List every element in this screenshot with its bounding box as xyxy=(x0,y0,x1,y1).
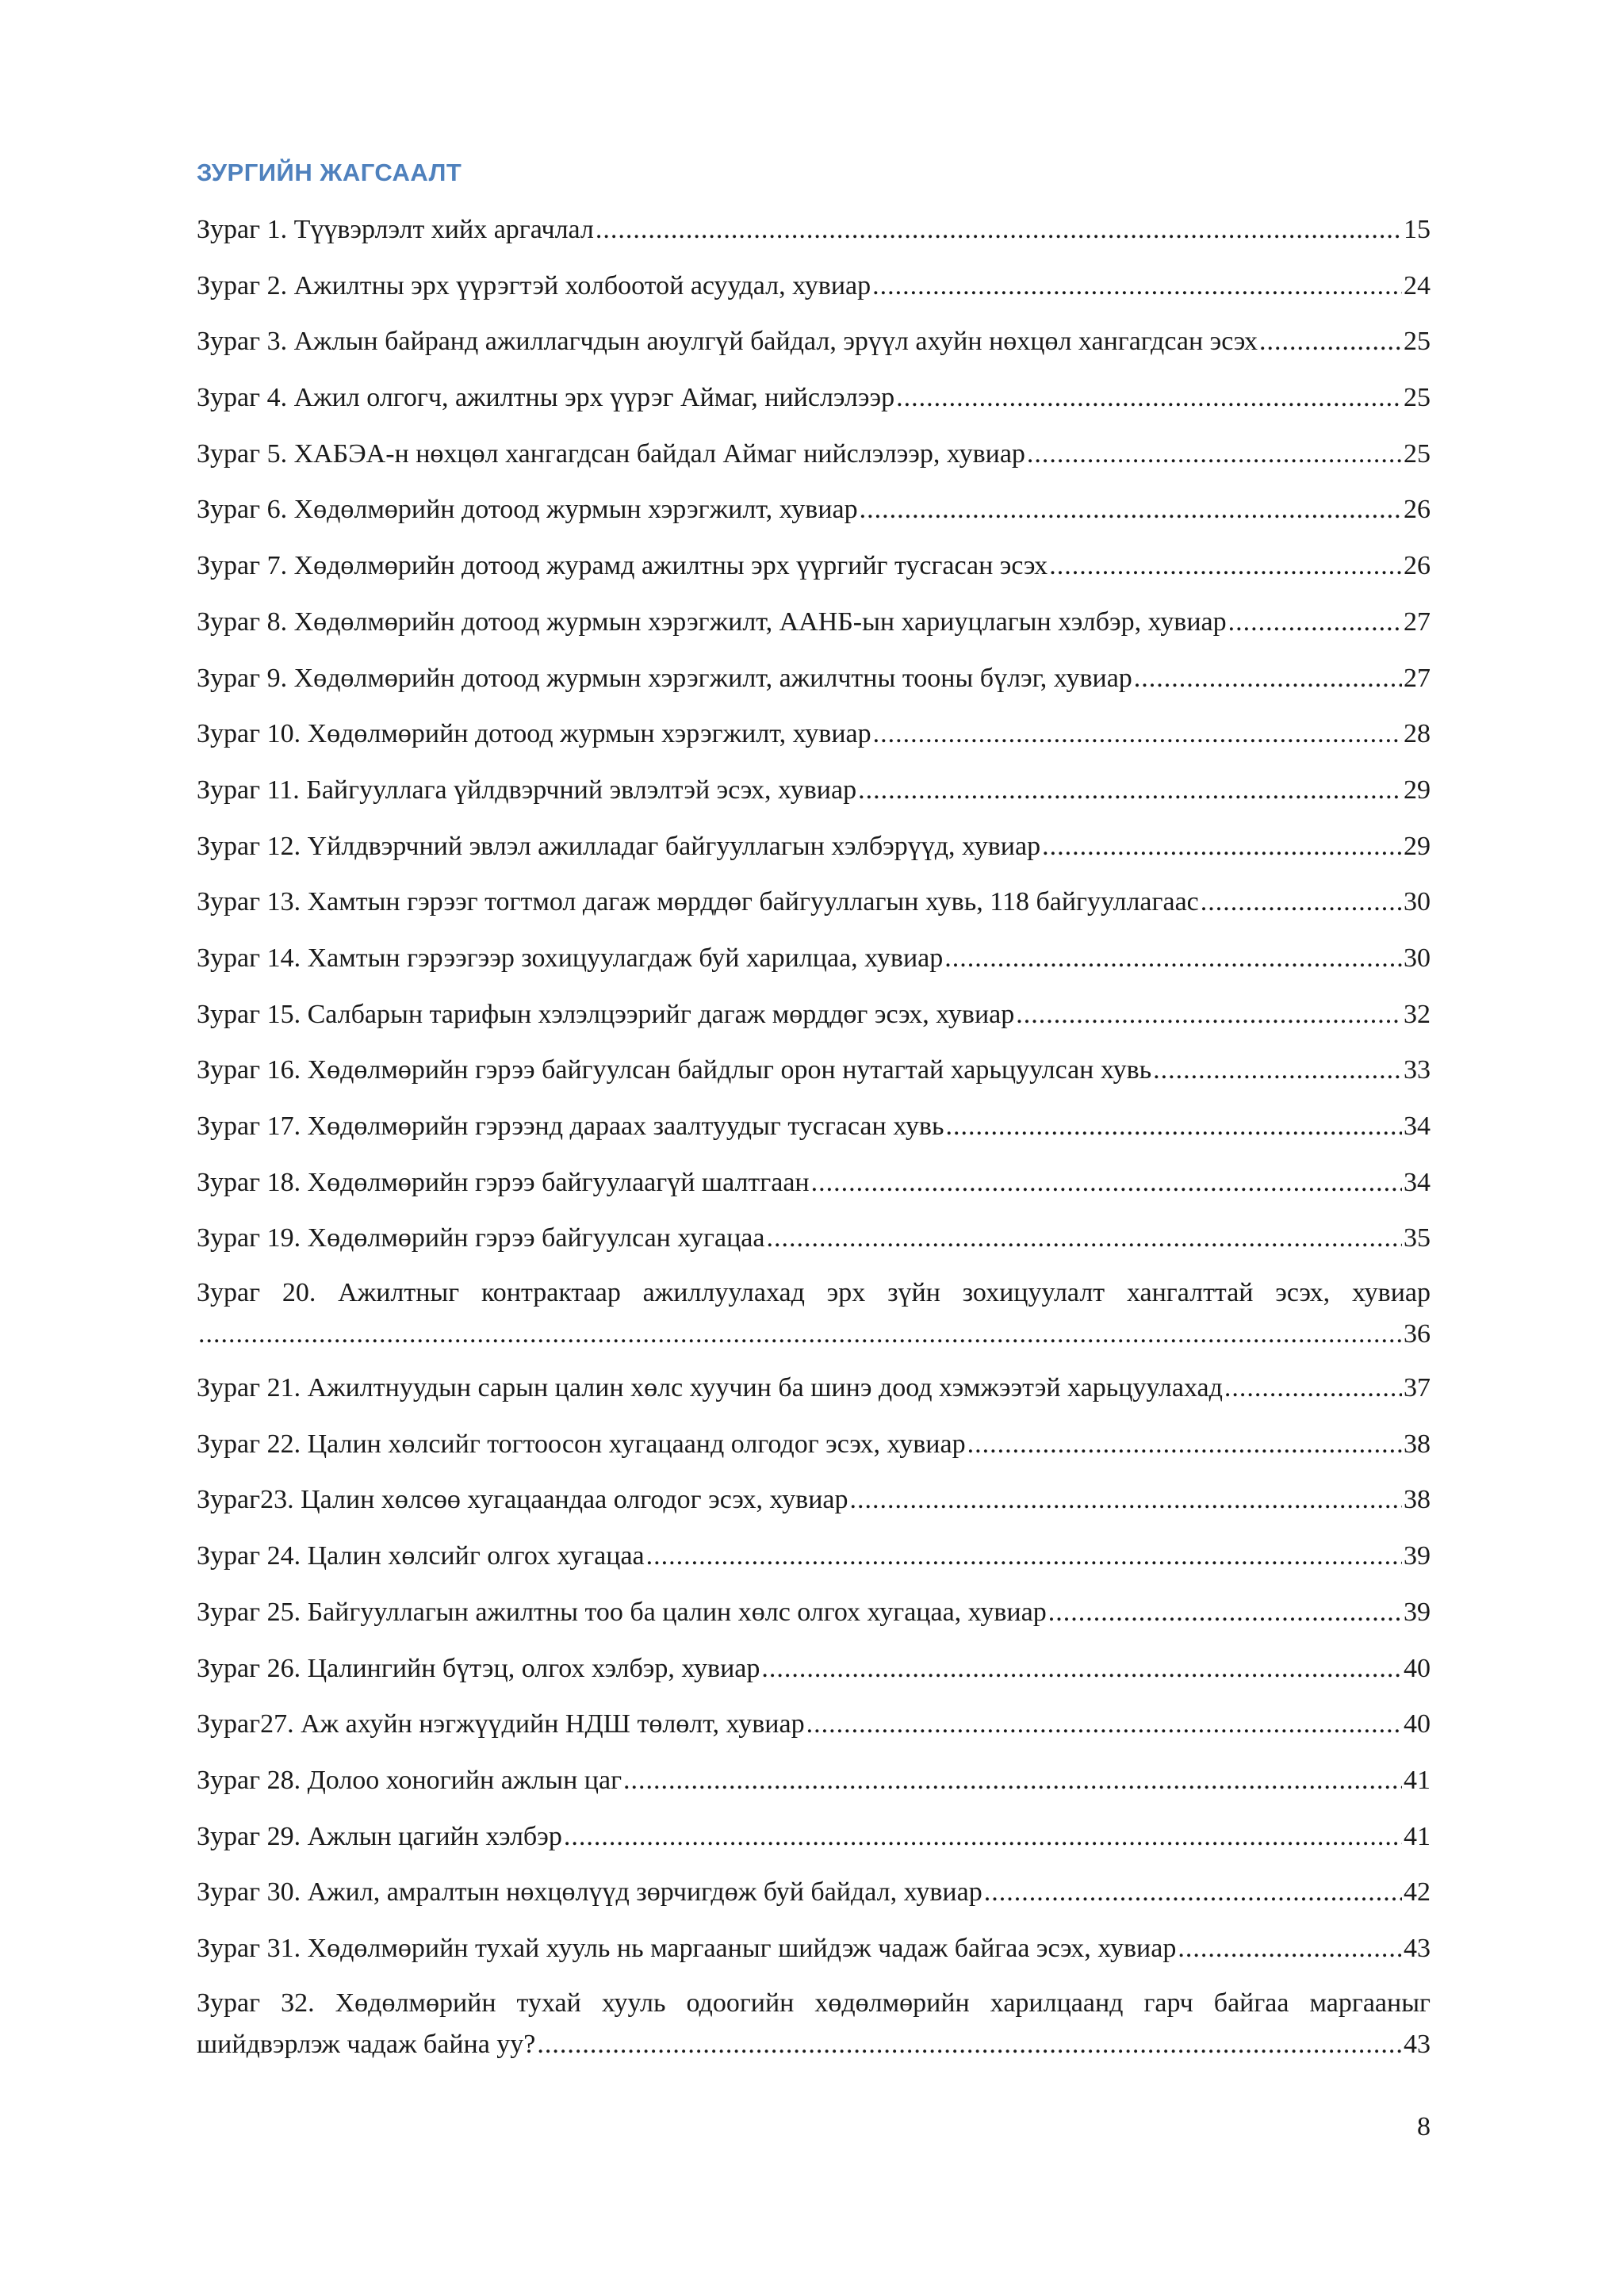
figure-entry-row xyxy=(197,768,1431,813)
figure-entry[interactable] xyxy=(197,1534,1431,1590)
figure-entry-row xyxy=(197,1216,1431,1261)
figure-entry-row xyxy=(197,376,1431,420)
figure-entry-row xyxy=(197,2024,1431,2065)
figure-entry[interactable] xyxy=(197,1422,1431,1479)
figure-entry[interactable] xyxy=(197,880,1431,936)
figure-entry[interactable] xyxy=(197,1216,1431,1272)
dot-leader xyxy=(623,1758,1402,1803)
dot-leader xyxy=(1259,320,1402,364)
dot-leader xyxy=(537,2024,1402,2065)
list-of-figures-heading: ЗУРГИЙН ЖАГСААЛТ xyxy=(197,159,462,186)
dot-leader xyxy=(646,1534,1402,1578)
dot-leader xyxy=(967,1422,1402,1467)
figure-entry[interactable] xyxy=(197,208,1431,264)
figure-entry-row xyxy=(197,1927,1431,1971)
figure-entry[interactable] xyxy=(197,376,1431,432)
figure-entry-title: Зураг 8. Хөдөлмөрийн дотоод журмын хэрэгжилт, ААНБ-ын хариуцлагын хэлбэр, хувиар xyxy=(197,607,1227,637)
figure-entry[interactable] xyxy=(197,1983,1431,2076)
figure-entry-row xyxy=(197,1758,1431,1803)
dot-leader xyxy=(766,1216,1402,1261)
figure-entry-row xyxy=(197,264,1431,308)
figure-entry-page: 36 xyxy=(1404,1319,1431,1349)
dot-leader xyxy=(1228,600,1402,645)
figure-entry-title: Зураг 29. Ажлын цагийн хэлбэр xyxy=(197,1821,562,1851)
figure-entry-title: Зураг 14. Хамтын гэрээгээр зохицуулагдаж буй харилцаа, хувиар xyxy=(197,943,944,973)
figure-entry-page: 29 xyxy=(1404,831,1431,861)
figure-entry-page: 29 xyxy=(1404,775,1431,805)
figure-entry-title: Зураг 7. Хөдөлмөрийн дотоод журамд ажилтны эрх үүргийг тусгасан эсэх xyxy=(197,551,1048,581)
figure-entry-page: 41 xyxy=(1404,1765,1431,1795)
figure-entry[interactable] xyxy=(197,825,1431,881)
figure-entry-page: 27 xyxy=(1404,607,1431,637)
figure-entry-row xyxy=(197,544,1431,588)
figure-entry-page: 34 xyxy=(1404,1112,1431,1141)
figure-entry-row xyxy=(197,600,1431,645)
figure-entry-title: Зураг 21. Ажилтнуудын сарын цалин хөлс хуучин ба шинэ доод хэмжээтэй харьцуулахад xyxy=(197,1373,1223,1403)
figure-entry-page: 37 xyxy=(1404,1373,1431,1403)
figure-entry-title: шийдвэрлэж чадаж байна уу? xyxy=(197,2029,536,2059)
figure-entry-title: Зураг27. Аж ахуйн нэгжүүдийн НДШ төлөлт, хувиар xyxy=(197,1709,805,1739)
figure-entry-title: Зураг 17. Хөдөлмөрийн гэрээнд дараах заалтуудыг тусгасан хувь xyxy=(197,1112,944,1141)
dot-leader xyxy=(1178,1927,1402,1971)
figure-entry[interactable] xyxy=(197,1647,1431,1703)
dot-leader xyxy=(1134,656,1402,701)
figure-entry-title: Зураг 19. Хөдөлмөрийн гэрээ байгуулсан хугацаа xyxy=(197,1223,765,1253)
figure-entry-title: Зураг 26. Цалингийн бүтэц, олгох хэлбэр, хувиар xyxy=(197,1653,760,1683)
figure-entry[interactable] xyxy=(197,936,1431,993)
figure-entry[interactable] xyxy=(197,1758,1431,1815)
figure-entry[interactable] xyxy=(197,432,1431,488)
dot-leader xyxy=(761,1647,1402,1691)
figure-entry-title-line: Зураг 32. Хөдөлмөрийн тухай хууль одоогийн хөдөлмөрийн харилцаанд гарч байгаа маргааныг xyxy=(197,1988,1431,2018)
figure-entry-page: 38 xyxy=(1404,1429,1431,1459)
figure-entry-row xyxy=(197,1314,1431,1355)
dot-leader xyxy=(945,1104,1402,1149)
figure-entry-row xyxy=(197,1422,1431,1467)
figure-entry-page: 39 xyxy=(1404,1541,1431,1571)
figure-entry[interactable] xyxy=(197,712,1431,768)
dot-leader xyxy=(596,208,1402,252)
figure-entry[interactable] xyxy=(197,1048,1431,1104)
figure-entry-page: 43 xyxy=(1404,2029,1431,2059)
figure-entry-row xyxy=(197,1534,1431,1578)
figure-entry-title: Зураг 2. Ажилтны эрх үүрэгтэй холбоотой асуудал, хувиар xyxy=(197,270,871,300)
figure-entry-page: 39 xyxy=(1404,1597,1431,1627)
dot-leader xyxy=(811,1161,1402,1205)
figure-entry-row xyxy=(197,1478,1431,1522)
figure-entry-page: 40 xyxy=(1404,1709,1431,1739)
figure-entry-row xyxy=(197,1104,1431,1149)
dot-leader xyxy=(944,936,1402,981)
figure-entry-page: 30 xyxy=(1404,887,1431,917)
figure-entry-title: Зураг 15. Салбарын тарифын хэлэлцээрийг дагаж мөрддөг эсэх, хувиар xyxy=(197,999,1015,1029)
figure-entry-page: 42 xyxy=(1404,1877,1431,1908)
figure-entry-title: Зураг 28. Долоо хоногийн ажлын цаг xyxy=(197,1765,622,1795)
figure-entry-row xyxy=(197,1161,1431,1205)
figure-entry[interactable] xyxy=(197,656,1431,713)
figure-entry-title: Зураг 13. Хамтын гэрээг тогтмол дагаж мөрддөг байгууллагын хувь, 118 байгууллагаас xyxy=(197,887,1199,917)
figure-entry-title: Зураг 18. Хөдөлмөрийн гэрээ байгуулаагүй шалтгаан xyxy=(197,1167,810,1197)
figure-entry[interactable] xyxy=(197,1104,1431,1161)
figure-entry-page: 25 xyxy=(1404,438,1431,469)
figure-entry-page: 26 xyxy=(1404,551,1431,581)
figure-entry-page: 35 xyxy=(1404,1223,1431,1253)
dot-leader xyxy=(1027,432,1402,476)
figure-entry-title: Зураг 16. Хөдөлмөрийн гэрээ байгуулсан байдлыг орон нутагтай харьцуулсан хувь xyxy=(197,1055,1152,1085)
page-number: 8 xyxy=(1417,2112,1431,2141)
figure-entry-page: 38 xyxy=(1404,1485,1431,1515)
dot-leader xyxy=(1201,880,1402,924)
figure-entry-row xyxy=(197,1815,1431,1859)
figure-entry-row xyxy=(197,1366,1431,1410)
figure-entry-page: 28 xyxy=(1404,719,1431,749)
figure-entry-title: Зураг 3. Ажлын байранд ажиллагчдын аюулгүй байдал, эрүүл ахуйн нөхцөл хангагдсан эсэх xyxy=(197,327,1258,357)
figure-entry-page: 41 xyxy=(1404,1821,1431,1851)
dot-leader xyxy=(1049,544,1402,588)
figure-entry[interactable] xyxy=(197,488,1431,544)
dot-leader xyxy=(872,264,1402,308)
figure-entry-page: 25 xyxy=(1404,383,1431,413)
dot-leader xyxy=(1048,1590,1402,1635)
figure-entry[interactable] xyxy=(197,544,1431,600)
figure-entry-row xyxy=(197,712,1431,756)
figure-entry[interactable] xyxy=(197,1927,1431,1983)
figure-entry[interactable] xyxy=(197,1366,1431,1422)
dot-leader xyxy=(1224,1366,1402,1410)
dot-leader xyxy=(858,768,1402,813)
figure-entry[interactable] xyxy=(197,1272,1431,1366)
figure-entry[interactable] xyxy=(197,320,1431,376)
figure-entry-row xyxy=(197,1647,1431,1691)
figure-entry-title: Зураг 31. Хөдөлмөрийн тухай хууль нь маргааныг шийдэж чадаж байгаа эсэх, хувиар xyxy=(197,1933,1177,1963)
figure-entry-page: 43 xyxy=(1404,1933,1431,1963)
figure-entry-page: 25 xyxy=(1404,327,1431,357)
figure-entry-page: 27 xyxy=(1404,663,1431,693)
figure-entry-page: 24 xyxy=(1404,270,1431,300)
figure-entry[interactable] xyxy=(197,1161,1431,1217)
dot-leader xyxy=(1016,993,1402,1037)
figure-entry[interactable] xyxy=(197,1590,1431,1647)
figure-entry-title: Зураг 5. ХАБЭА-н нөхцөл хангагдсан байдал Аймаг нийслэлээр, хувиар xyxy=(197,438,1025,469)
dot-leader xyxy=(564,1815,1402,1859)
dot-leader xyxy=(1042,825,1402,869)
figure-entry-page: 33 xyxy=(1404,1055,1431,1085)
figure-entry-row xyxy=(197,320,1431,364)
list-of-figures xyxy=(197,208,1431,2076)
figure-entry[interactable] xyxy=(197,264,1431,320)
figure-entry-title: Зураг 12. Үйлдвэрчний эвлэл ажилладаг байгууллагын хэлбэрүүд, хувиар xyxy=(197,831,1041,861)
figure-entry-row xyxy=(197,656,1431,701)
dot-leader xyxy=(1153,1048,1402,1093)
dot-leader xyxy=(984,1870,1402,1915)
figure-entry-title: Зураг 30. Ажил, амралтын нөхцөлүүд зөрчигдөж буй байдал, хувиар xyxy=(197,1877,982,1908)
dot-leader xyxy=(806,1702,1402,1747)
figure-entry-row xyxy=(197,1048,1431,1093)
dot-leader xyxy=(850,1478,1402,1522)
dot-leader xyxy=(896,376,1402,420)
figure-entry-title: Зураг 6. Хөдөлмөрийн дотоод журмын хэрэгжилт, хувиар xyxy=(197,495,858,525)
figure-entry-title: Зураг 1. Түүвэрлэлт хийх аргачлал xyxy=(197,215,594,244)
figure-entry[interactable] xyxy=(197,1815,1431,1871)
figure-entry-page: 30 xyxy=(1404,943,1431,973)
figure-entry-title: Зураг 22. Цалин хөлсийг тогтоосон хугацаанд олгодог эсэх, хувиар xyxy=(197,1429,966,1459)
figure-entry-row xyxy=(197,825,1431,869)
figure-entry-row xyxy=(197,1870,1431,1915)
figure-entry-title: Зураг 10. Хөдөлмөрийн дотоод журмын хэрэгжилт, хувиар xyxy=(197,719,871,749)
figure-entry-row xyxy=(197,1702,1431,1747)
figure-entry-title: Зураг23. Цалин хөлсөө хугацаандаа олгодог эсэх, хувиар xyxy=(197,1485,848,1515)
figure-entry-row xyxy=(197,993,1431,1037)
figure-entry-page: 40 xyxy=(1404,1653,1431,1683)
figure-entry-title: Зураг 9. Хөдөлмөрийн дотоод журмын хэрэгжилт, ажилчтны тооны бүлэг, хувиар xyxy=(197,663,1132,693)
figure-entry[interactable] xyxy=(197,600,1431,656)
figure-entry-row xyxy=(197,1590,1431,1635)
figure-entry-row xyxy=(197,488,1431,532)
figure-entry-row xyxy=(197,936,1431,981)
dot-leader xyxy=(873,712,1402,756)
figure-entry-row xyxy=(197,432,1431,476)
figure-entry-page: 34 xyxy=(1404,1167,1431,1197)
figure-entry-row xyxy=(197,880,1431,924)
figure-entry-title-line: Зураг 20. Ажилтныг контрактаар ажиллуулахад эрх зүйн зохицуулалт хангалттай эсэх, хувиар xyxy=(197,1278,1431,1308)
figure-entry-row xyxy=(197,208,1431,252)
figure-entry[interactable] xyxy=(197,993,1431,1049)
figure-entry-title: Зураг 11. Байгууллага үйлдвэрчний эвлэлтэй эсэх, хувиар xyxy=(197,775,857,805)
figure-entry-page: 15 xyxy=(1404,215,1431,244)
figure-entry[interactable] xyxy=(197,1478,1431,1534)
figure-entry-page: 26 xyxy=(1404,495,1431,525)
dot-leader xyxy=(198,1314,1402,1355)
figure-entry-title: Зураг 25. Байгууллагын ажилтны тоо ба цалин хөлс олгох хугацаа, хувиар xyxy=(197,1597,1047,1627)
figure-entry[interactable] xyxy=(197,1702,1431,1758)
figure-entry[interactable] xyxy=(197,1870,1431,1927)
figure-entry-page: 32 xyxy=(1404,999,1431,1029)
dot-leader xyxy=(860,488,1402,532)
figure-entry-title: Зураг 4. Ажил олгогч, ажилтны эрх үүрэг Аймаг, нийслэлээр xyxy=(197,383,895,413)
figure-entry-title: Зураг 24. Цалин хөлсийг олгох хугацаа xyxy=(197,1541,645,1571)
figure-entry[interactable] xyxy=(197,768,1431,825)
